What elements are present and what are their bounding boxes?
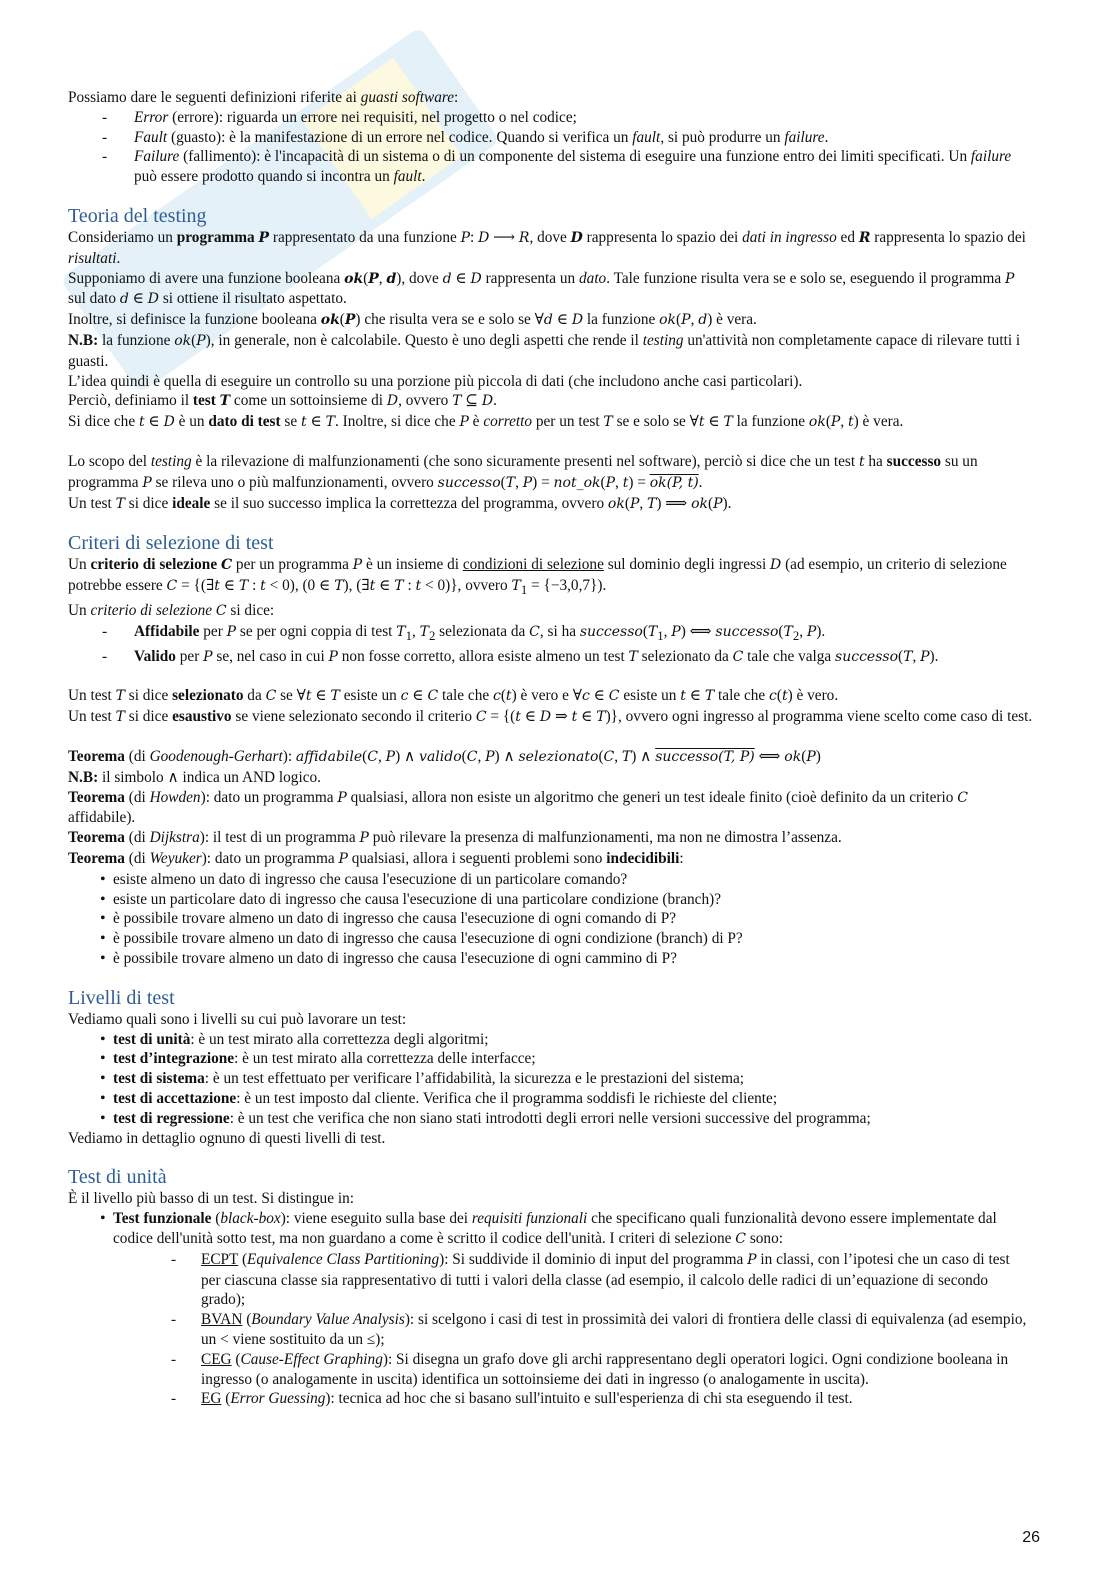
page-number: 26: [1022, 1529, 1040, 1546]
heading-teoria: Teoria del testing: [68, 204, 207, 227]
paragraph: Teorema (di Weyuker): dato un programma P qualsiasi, allora i seguenti problemi sono indecidibili:: [68, 850, 684, 867]
paragraph: Teorema (di Howden): dato un programma P qualsiasi, allora non esiste un algoritmo che generi un test ideale finito (cioè definito da un criterio C affidabile).: [68, 788, 968, 827]
paragraph: Consideriamo un programma P rappresentato da una funzione P: D ⟶ R, dove D rappresenta lo spazio dei dati in ingresso ed R rappresenta lo spazio dei risultati.: [68, 228, 1026, 267]
list-item: • esiste un particolare dato di ingresso che causa l'esecuzione di una particolare condizione (branch)?: [68, 890, 1033, 910]
paragraph: Teorema (di Goodenough-Gerhart): affidabile(C, P) ∧ valido(C, P) ∧ selezionato(C, T) ∧ successo(T, P) ⟺ ok(P): [68, 748, 821, 766]
paragraph: Un criterio di selezione C per un programma P è un insieme di condizioni di selezione sul dominio degli ingressi D (ad esempio, un criterio di selezione potrebbe essere C = {(∃t ∈ T : t < 0), (0 ∈ T), (∃t ∈ T : t < 0)}, ovvero $T_1 = \{-3,0,7\}$).: [68, 556, 1007, 598]
list-item: • esiste almeno un dato di ingresso che causa l'esecuzione di un particolare comando?: [68, 870, 1033, 890]
paragraph: Un test T si dice selezionato da C se ∀t ∈ T esiste un c ∈ C tale che c(t) è vero e ∀c ∈ C esiste un t ∈ T tale che c(t) è vero.: [68, 687, 839, 705]
levels-list: [68, 1030, 1033, 1129]
list-item: - Valido per P se, nel caso in cui P non fosse corretto, allora esiste almeno un test T selezionato da C tale che valga successo(T, P).: [68, 647, 1033, 668]
selection-criteria-list: [68, 1250, 1033, 1409]
paragraph: Supponiamo di avere una funzione booleana ok(P, d), dove d ∈ D rappresenta un dato. Tale funzione risulta vera se e solo se, eseguendo il programma P sul dato d ∈ D si ottiene il risultato aspettato.: [68, 269, 1015, 308]
list-item: - Error (errore): riguarda un errore nei requisiti, nel progetto o nel codice;: [68, 108, 1033, 128]
heading-unita: Test di unità: [68, 1166, 167, 1189]
list-item: • test di regressione: è un test che verifica che non siano stati introdotti degli errori nelle versioni successive del programma;: [68, 1109, 1033, 1129]
paragraph: Si dice che t ∈ D è un dato di test se t ∈ T. Inoltre, si dice che P è corretto per un test T se e solo se ∀t ∈ T la funzione ok(P, t) è vera.: [68, 413, 904, 431]
paragraph: Teorema (di Dijkstra): il test di un programma P può rilevare la presenza di malfunzionamenti, ma non ne dimostra l’assenza.: [68, 829, 842, 847]
list-item: • è possibile trovare almeno un dato di ingresso che causa l'esecuzione di ogni comando di P?: [68, 909, 1033, 929]
list-item: • è possibile trovare almeno un dato di ingresso che causa l'esecuzione di ogni condizione (branch) di P?: [68, 929, 1033, 949]
list-item: - Fault (guasto): è la manifestazione di un errore nel codice. Quando si verifica un fault, si può produrre un failure.: [68, 128, 1033, 148]
paragraph: Lo scopo del testing è la rilevazione di malfunzionamenti (che sono sicuramente presenti nel software), perciò si dice che un test t ha successo su un programma P se rileva uno o più malfunzionamenti, ovvero successo(T, P) = not_ok(P, t) = ok(P, t).: [68, 452, 978, 491]
list-item: • test di unità: è un test mirato alla correttezza degli algoritmi;: [68, 1030, 1033, 1050]
list-item: • test di sistema: è un test effettuato per verificare l’affidabilità, la sicurezza e le prestazioni del sistema;: [68, 1069, 1033, 1089]
weyuker-list: [68, 870, 1033, 969]
list-item: • Test funzionale (black-box): viene eseguito sulla base dei requisiti funzionali che specificano quali funzionalità devono essere implementate dal codice dell'unità sotto test, ma non guardano a come è scritto il codice dell'unità. I criteri di selezione C sono:: [68, 1209, 1033, 1250]
list-item: - CEG (Cause-Effect Graphing): Si disegna un grafo dove gli archi rappresentano degli operatori logici. Ogni condizione booleana in ingresso (o analogamente in uscita) identifica un sottoinsieme dei dati in ingresso (o analogamente in uscita).: [68, 1350, 1033, 1390]
list-item: • test di accettazione: è un test imposto dal cliente. Verifica che il programma soddisfi le richieste del cliente;: [68, 1089, 1033, 1109]
paragraph: Vediamo in dettaglio ognuno di questi livelli di test.: [68, 1129, 386, 1147]
list-item: - ECPT (Equivalence Class Partitioning): Si suddivide il dominio di input del programma P in classi, con l’ipotesi che un caso di test per ciascuna classe sia rappresentativo di tutti i valori della classe (ad esempio, il calcolo delle radici di un’equazione di secondo grado);: [68, 1250, 1033, 1310]
paragraph: N.B: il simbolo ∧ indica un AND logico.: [68, 768, 321, 786]
list-item: - BVAN (Boundary Value Analysis): si scelgono i casi di test in prossimità dei valori di frontiera delle classi di equivalenza (ad esempio, un < viene sostituito da un ≤);: [68, 1310, 1033, 1350]
list-item: - EG (Error Guessing): tecnica ad hoc che si basano sull'intuito e sull'esperienza di chi sta eseguendo il test.: [68, 1389, 1033, 1409]
criteria-list: [68, 622, 1033, 668]
paragraph: Un test T si dice esaustivo se viene selezionato secondo il criterio C = {(t ∈ D ⇒ t ∈ T)}, ovvero ogni ingresso al programma viene scelto come caso di test.: [68, 708, 1033, 726]
heading-livelli: Livelli di test: [68, 986, 175, 1009]
fault-definitions-list: [68, 108, 1033, 187]
paragraph: Vediamo quali sono i livelli su cui può lavorare un test:: [68, 1010, 407, 1028]
intro-lead: Possiamo dare le seguenti definizioni riferite ai guasti software:: [68, 89, 459, 106]
paragraph: Un test T si dice ideale se il suo successo implica la correttezza del programma, ovvero ok(P, T) ⟹ ok(P).: [68, 494, 732, 512]
document-page: [68, 88, 1033, 1409]
paragraph: L’idea quindi è quella di eseguire un controllo su una porzione più piccola di dati (che includono anche casi particolari).: [68, 372, 803, 390]
paragraph: N.B: la funzione ok(P), in generale, non è calcolabile. Questo è uno degli aspetti che rende il testing un'attività non completamente capace di rilevare tutti i guasti.: [68, 331, 1021, 370]
paragraph: Perciò, definiamo il test T come un sottoinsieme di D, ovvero T ⊆ D.: [68, 392, 497, 410]
unit-test-list: [68, 1209, 1033, 1250]
paragraph: Un criterio di selezione C si dice:: [68, 601, 275, 619]
list-item: • test d’integrazione: è un test mirato alla correttezza delle interfacce;: [68, 1049, 1033, 1069]
paragraph: Inoltre, si definisce la funzione booleana ok(P) che risulta vera se e solo se ∀d ∈ D la funzione ok(P, d) è vera.: [68, 311, 757, 329]
list-item: • è possibile trovare almeno un dato di ingresso che causa l'esecuzione di ogni cammino di P?: [68, 949, 1033, 969]
paragraph: È il livello più basso di un test. Si distingue in:: [68, 1190, 354, 1208]
heading-criteri: Criteri di selezione di test: [68, 532, 274, 555]
list-item: - Affidabile per P se per ogni coppia di test $T_1$, $T_2$ selezionata da C, si ha $successo(T_1$, P) ⟺ $successo(T_2$, P).: [68, 622, 1033, 647]
list-item: - Failure (fallimento): è l'incapacità di un sistema o di un componente del sistema di eseguire una funzione entro dei limiti specificati. Un failure può essere prodotto quando si incontra un fault.: [68, 147, 1033, 187]
